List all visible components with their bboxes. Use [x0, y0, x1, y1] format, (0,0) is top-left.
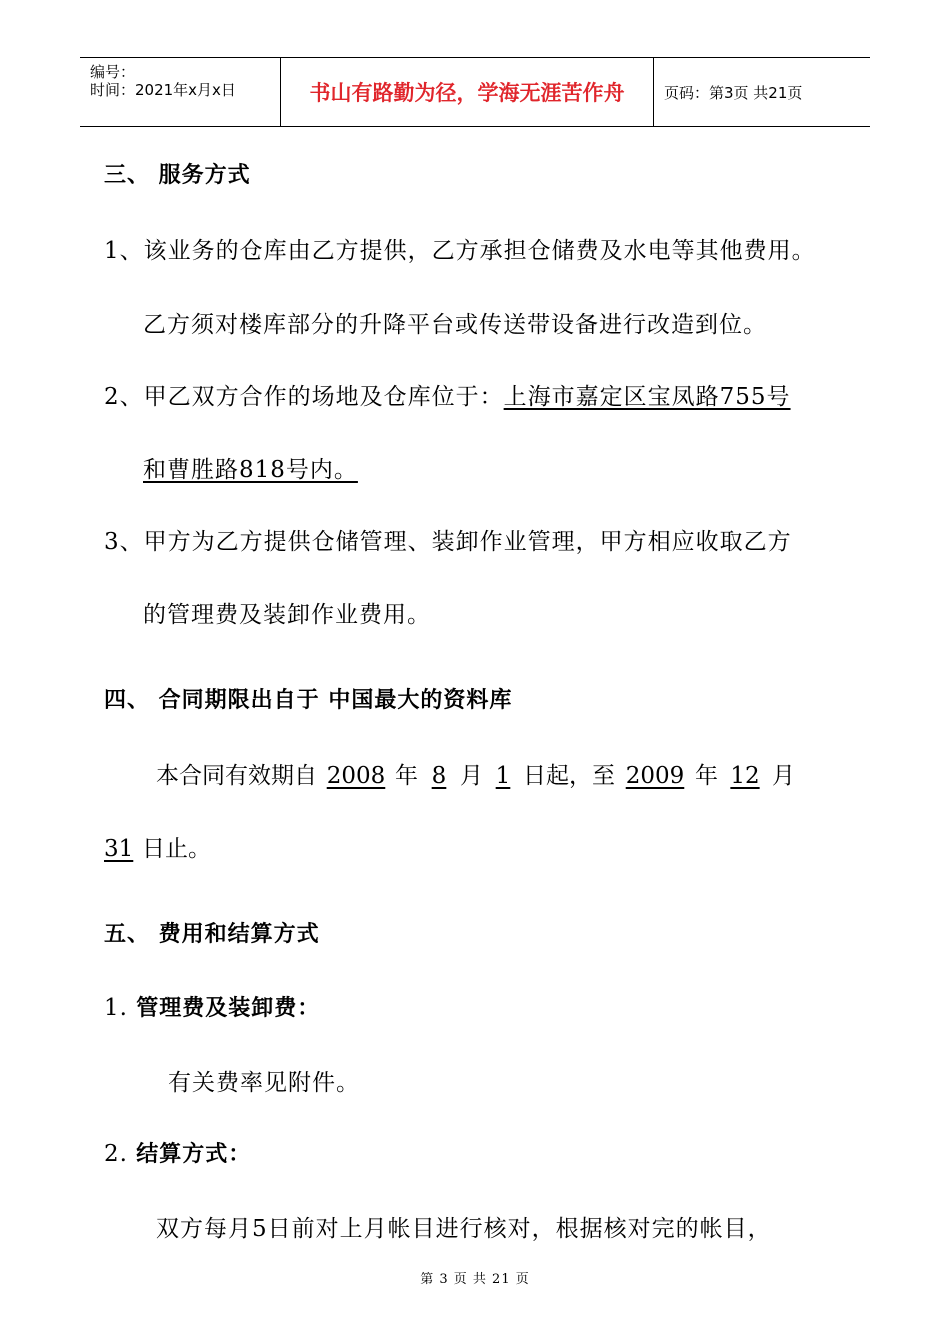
item-2-prefix: 2、甲乙双方合作的场地及仓库位于：	[104, 384, 504, 410]
header-divider	[653, 58, 654, 126]
page-footer: 第 3 页 共 21 页	[420, 1272, 530, 1287]
sub-2-number: 2.	[104, 1141, 128, 1167]
section-5-sub-1-text: 有关费率见附件。	[168, 1070, 360, 1096]
section-3-title: 三、 服务方式	[104, 163, 251, 188]
section-5-sub-1	[104, 991, 320, 1022]
period-text: 日起，至	[523, 763, 615, 789]
header-motto: 书山有路勤为径，学海无涯苦作舟	[309, 81, 625, 105]
page-label: 页码：第3页 共21页	[664, 83, 803, 102]
section-3-item-3-line-2: 的管理费及装卸作业费用。	[143, 602, 431, 628]
section-3-item-2-line-2	[143, 451, 358, 484]
section-5-sub-2	[104, 1137, 251, 1168]
period-text: 月	[772, 763, 795, 789]
end-day: 31	[104, 836, 134, 862]
section-4-period-line-2	[104, 830, 211, 863]
period-text: 日止。	[142, 836, 211, 862]
sub-1-number: 1.	[104, 995, 128, 1021]
sub-2-title: 结算方式：	[136, 1142, 252, 1167]
document-header	[80, 57, 870, 127]
end-year: 2009	[625, 763, 685, 789]
start-month: 8	[431, 763, 447, 789]
period-text: 年	[695, 763, 718, 789]
start-day: 1	[495, 763, 511, 789]
section-5-sub-2-text: 双方每月5日前对上月帐目进行核对，根据核对完的帐目，	[156, 1216, 772, 1242]
section-3-item-1-line-2: 乙方须对楼库部分的升降平台或传送带设备进行改造到位。	[143, 312, 767, 338]
section-3-item-2	[104, 378, 791, 411]
sub-1-title: 管理费及装卸费：	[136, 996, 321, 1021]
number-label: 编号：	[90, 63, 136, 81]
end-month: 12	[730, 763, 760, 789]
address-line-1: 上海市嘉定区宝凤路755号	[503, 384, 791, 410]
start-year: 2008	[326, 763, 386, 789]
section-3-item-1-line-1: 1、该业务的仓库由乙方提供，乙方承担仓储费及水电等其他费用。	[104, 238, 816, 264]
period-text: 本合同有效期自	[156, 763, 317, 789]
period-text: 年	[395, 763, 418, 789]
period-text: 月	[460, 763, 483, 789]
section-5-title: 五、 费用和结算方式	[104, 922, 320, 947]
address-line-2: 和曹胜路818号内。	[143, 457, 358, 483]
time-label: 时间：2021年x月x日	[90, 81, 236, 99]
section-4-period-line-1	[156, 757, 795, 790]
section-3-item-3-line-1: 3、甲方为乙方提供仓储管理、装卸作业管理，甲方相应收取乙方	[104, 529, 792, 555]
header-meta	[80, 58, 280, 126]
section-4-title: 四、 合同期限出自于 中国最大的资料库	[104, 688, 513, 713]
